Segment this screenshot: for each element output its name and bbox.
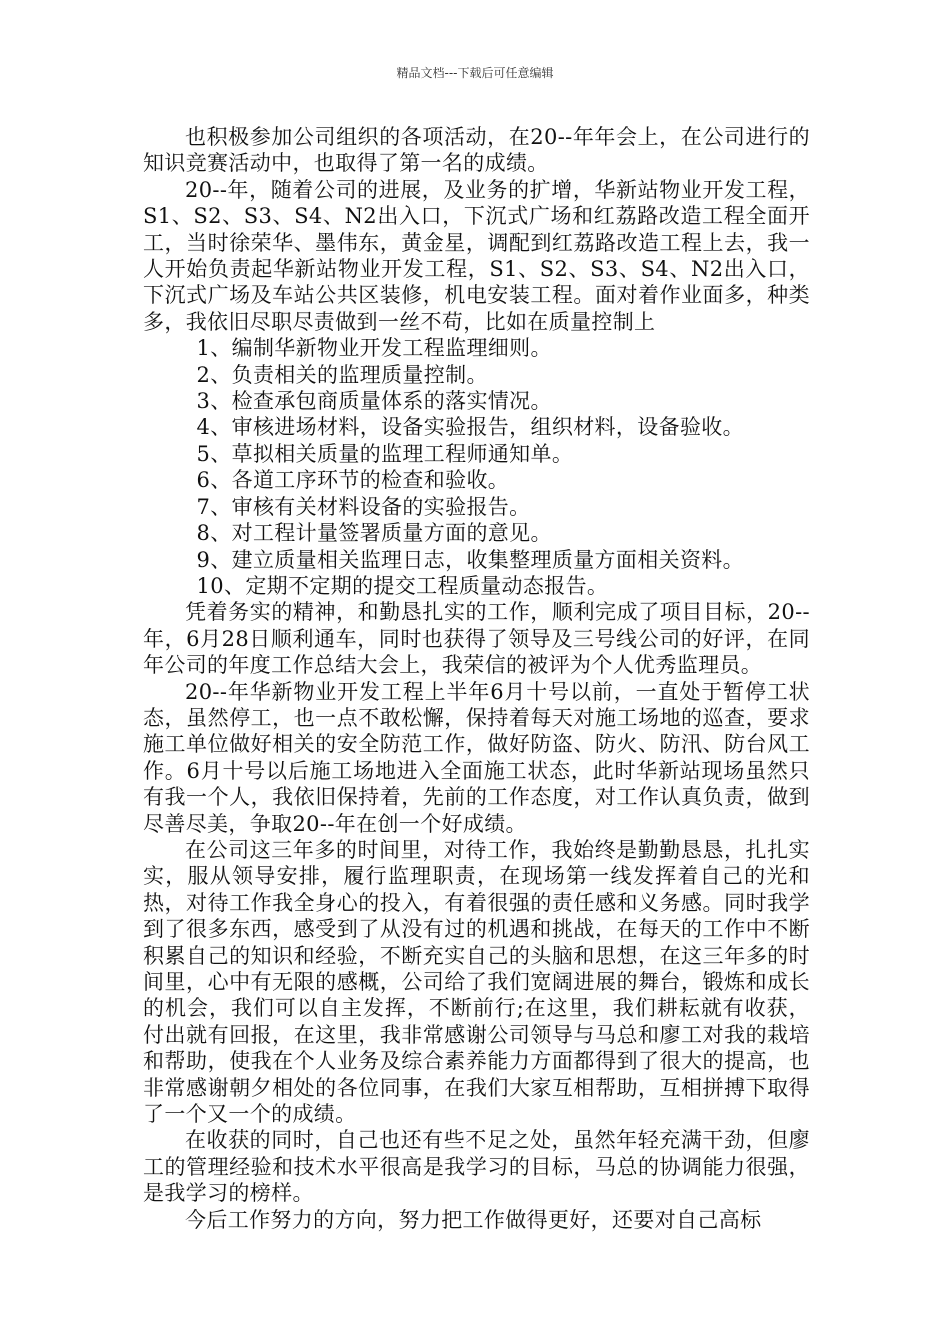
- paragraph-shortcomings: 在收获的同时，自己也还有些不足之处，虽然年轻充满干劲，但廖工的管理经验和技术水平很高是我学习的目标，马总的协调能力很强，是我学习的榜样。: [143, 1128, 810, 1206]
- list-item: 10、定期不定期的提交工程质量动态报告。: [196, 573, 609, 598]
- document-body: [143, 124, 810, 1233]
- list-item: 8、对工程计量签署质量方面的意见。: [196, 521, 552, 546]
- list-item: 4、审核进场材料，设备实验报告，组织材料，设备验收。: [196, 415, 745, 440]
- paragraph-achievement: 凭着务实的精神，和勤恳扎实的工作，顺利完成了项目目标，20--年，6月28日顺利通车，同时也获得了领导及三号线公司的好评，在同年公司的年度工作总结大会上，我荣信的被评为个人优秀监理员。: [143, 600, 810, 678]
- paragraph-future-direction: 今后工作努力的方向，努力把工作做得更好，还要对自己高标: [185, 1207, 762, 1232]
- list-item: 5、草拟相关质量的监理工程师通知单。: [196, 441, 574, 466]
- quality-control-list: [143, 335, 810, 599]
- paragraph-first-half-year: 20--年华新物业开发工程上半年6月十号以前，一直处于暂停工状态，虽然停工，也一点不敢松懈，保持着每天对施工场地的巡查，要求施工单位做好相关的安全防范工作，做好防盗、防火、防汛、防台风工作。6月十号以后施工场地进入全面施工状态，此时华新站现场虽然只有我一个人，我依旧保持着，先前的工作态度，对工作认真负责，做到尽善尽美，争取20--年在创一个好成绩。: [143, 679, 810, 836]
- list-item: 6、各道工序环节的检查和验收。: [196, 468, 510, 493]
- page-header: 精品文档---下载后可任意编辑: [396, 66, 554, 80]
- paragraph-three-years: 在公司这三年多的时间里，对待工作，我始终是勤勤恳恳，扎扎实实，服从领导安排，履行监理职责，在现场第一线发挥着自己的光和热，对待工作我全身心的投入，有着很强的责任感和义务感。同时我学到了很多东西，感受到了从没有过的机遇和挑战，在每天的工作中不断积累自己的知识和经验，不断充实自己的头脑和思想，在这三年多的时间里，心中有无限的感概，公司给了我们宽阔进展的舞台，锻炼和成长的机会，我们可以自主发挥，不断前行;在这里，我们耕耘就有收获，付出就有回报，在这里，我非常感谢公司领导与马总和廖工对我的栽培和帮助，使我在个人业务及综合素养能力方面都得到了很大的提高，也非常感谢朝夕相处的各位同事，在我们大家互相帮助，互相拼搏下取得了一个又一个的成绩。: [143, 837, 810, 1127]
- list-item: 1、编制华新物业开发工程监理细则。: [196, 336, 552, 361]
- paragraph-activities: 也积极参加公司组织的各项活动，在20--年年会上，在公司进行的知识竞赛活动中，也取得了第一名的成绩。: [143, 125, 810, 176]
- list-item: 3、检查承包商质量体系的落实情况。: [196, 389, 552, 414]
- list-item: 2、负责相关的监理质量控制。: [196, 362, 488, 387]
- list-item: 7、审核有关材料设备的实验报告。: [196, 494, 531, 519]
- list-item: 9、建立质量相关监理日志，收集整理质量方面相关资料。: [196, 547, 745, 572]
- paragraph-project-expansion: 20--年，随着公司的进展，及业务的扩增，华新站物业开发工程，S1、S2、S3、S4、N2出入口，下沉式广场和红荔路改造工程全面开工，当时徐荣华、墨伟东，黄金星，调配到红荔路改造工程上去，我一人开始负责起华新站物业开发工程，S1、S2、S3、S4、N2出入口，下沉式广场及车站公共区装修，机电安装工程。面对着作业面多，种类多，我依旧尽职尽责做到一丝不苟，比如在质量控制上: [143, 177, 810, 334]
